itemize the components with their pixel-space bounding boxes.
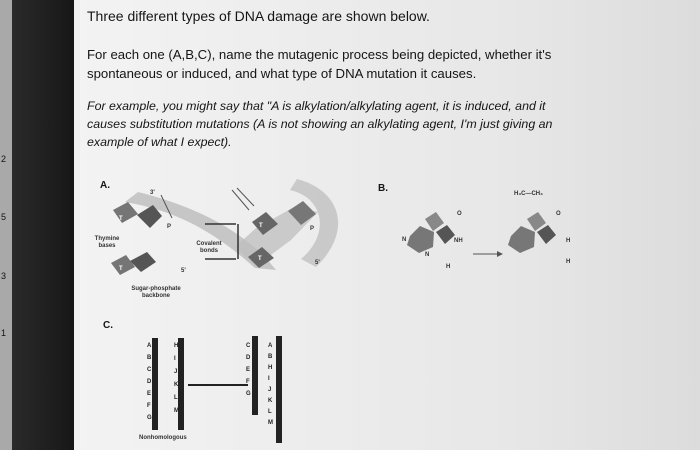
sugar-phosphate-backbone-label: Sugar-phosphate backbone <box>131 286 181 299</box>
left-chromosome-2-letter: M <box>174 408 179 414</box>
question-title: Three different types of DNA damage are shown below. <box>87 8 430 24</box>
diagram-a-label: A. <box>100 180 110 191</box>
example-line: causes substitution mutations (A is not showing an alkylating agent, I'm just giving an <box>87 117 553 131</box>
n-label: N <box>402 237 407 243</box>
margin-number: 3 <box>1 271 7 281</box>
base-pentagon <box>111 255 135 275</box>
left-chromosome-2-letter: I <box>174 356 176 362</box>
left-chromosome-1-letter: D <box>147 379 152 385</box>
left-chromosome-2-letter: H <box>174 343 179 349</box>
oxygen-label: O <box>556 211 561 217</box>
base-ring <box>537 225 556 244</box>
margin-number: 5 <box>1 212 7 222</box>
left-chromosome-1-letter: F <box>147 403 151 409</box>
base-ring <box>436 225 455 244</box>
right-chromosome-2-letter: L <box>268 409 272 415</box>
thymine-bases-label: Thymine bases <box>94 236 120 249</box>
question-line: spontaneous or induced, and what type of DNA mutation it causes. <box>87 66 477 81</box>
left-chromosome-1-letter: C <box>147 367 152 373</box>
right-chromosome-2-letter: K <box>268 398 273 404</box>
nh-label: NH <box>454 238 463 244</box>
h-label: H <box>566 238 571 244</box>
three-prime-label: 3' <box>150 190 155 196</box>
margin-number: 1 <box>1 328 7 338</box>
translocation-diagram <box>155 336 279 443</box>
thymine-dimer-diagram <box>111 179 338 275</box>
right-chromosome-2-letter: H <box>268 365 273 371</box>
thymine-label: T <box>259 223 263 229</box>
five-prime-label: 5' <box>181 268 186 274</box>
left-chromosome-2-letter: J <box>174 369 178 375</box>
thymine-label: T <box>119 266 123 272</box>
diagram-b-label: B. <box>378 183 388 194</box>
right-chromosome-1-letter: C <box>246 343 251 349</box>
right-chromosome-2-letter: I <box>268 376 270 382</box>
covalent-bonds-label: Covalent bonds <box>196 241 222 254</box>
right-chromosome-2-letter: A <box>268 343 273 349</box>
left-chromosome-1-letter: A <box>147 343 152 349</box>
left-chromosome-1-letter: E <box>147 391 152 397</box>
phosphate-label: P <box>310 226 315 232</box>
right-chromosome-1-letter: E <box>246 367 251 373</box>
right-chromosome-1-letter: F <box>246 379 250 385</box>
example-line: For example, you might say that "A is alkylation/alkylating agent, it is induced, and it <box>87 99 546 113</box>
base-ring <box>425 212 444 231</box>
base-pentagon <box>113 202 138 223</box>
right-chromosome-2-letter: J <box>268 387 272 393</box>
margin-number: 2 <box>1 154 7 164</box>
left-chromosome-1-letter: B <box>147 355 152 361</box>
right-chromosome-1-letter: D <box>246 355 251 361</box>
thymine-label: T <box>119 216 123 222</box>
diagram-c-label: C. <box>103 320 113 331</box>
thymine-label: T <box>258 256 262 262</box>
methyl-group-label: H₃C—CH₃ <box>514 191 543 197</box>
base-ring <box>508 226 535 253</box>
left-chromosome-2-letter: L <box>174 395 178 401</box>
base-pentagon <box>130 252 156 272</box>
right-chromosome-2-letter: M <box>268 420 273 426</box>
pointer-line <box>232 190 249 210</box>
h-label: H <box>446 264 451 270</box>
n-label: N <box>425 252 430 258</box>
process-arrow-head <box>497 251 503 257</box>
five-prime-label: 5' <box>315 260 320 266</box>
nonhomologous-label: Nonhomologous <box>139 435 187 441</box>
right-chromosome-2-letter: B <box>268 354 273 360</box>
base-ring <box>407 226 434 253</box>
oxygen-label: O <box>457 211 462 217</box>
tautomer-diagram <box>407 212 556 257</box>
example-line: example of what I expect). <box>87 135 232 149</box>
h-label: H <box>566 259 571 265</box>
pointer-line <box>237 188 254 206</box>
right-chromosome-1-letter: G <box>246 391 251 397</box>
question-line: For each one (A,B,C), name the mutagenic process being depicted, whether it's <box>87 47 552 62</box>
phosphate-label: P <box>167 224 172 230</box>
left-chromosome-2-letter: K <box>174 382 179 388</box>
left-chromosome-1-letter: G <box>147 415 152 421</box>
